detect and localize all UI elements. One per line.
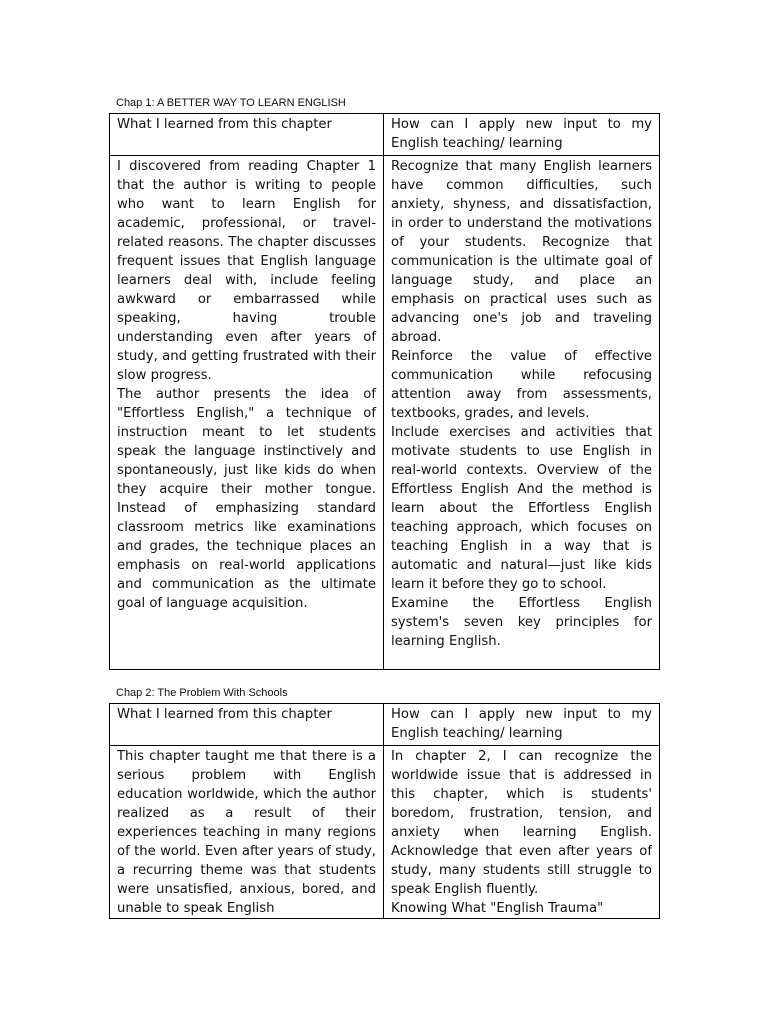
paragraph: Include exercises and activities that motivate students to use English in real-world contexts. Overview of the Effortless English And the method is learn about the Effortless English teaching approach, which focuses on teaching English in a way that is automatic and natural—just like kids learn it before they go to school. xyxy=(391,425,652,592)
table-row xyxy=(110,746,660,919)
chapter-1-caption: Chap 1: A BETTER WAY TO LEARN ENGLISH xyxy=(116,97,346,109)
apply-cell xyxy=(384,746,660,919)
apply-cell xyxy=(384,156,660,670)
paragraph: The author presents the idea of "Effortless English," a technique of instruction meant to let students speak the language instinctively and spontaneously, just like kids do when they acquire their mother tongue. Instead of emphasizing standard classroom metrics like examinations and grades, the technique places an emphasis on real-world applications and communication as the ultimate goal of language acquisition. xyxy=(117,387,376,611)
chapter-1-table xyxy=(109,113,660,670)
learned-cell xyxy=(110,746,384,919)
table-header-row xyxy=(110,704,660,746)
chapter-2-caption: Chap 2: The Problem With Schools xyxy=(116,687,288,699)
table-header-row xyxy=(110,114,660,156)
paragraph: Examine the Effortless English system's seven key principles for learning English. xyxy=(391,596,652,649)
column-header-apply: How can I apply new input to my English teaching/ learning xyxy=(384,114,660,156)
paragraph: In chapter 2, I can recognize the worldwide issue that is addressed in this chapter, which is students' boredom, frustration, tension, and anxiety when learning English. Acknowledge that even after years of study, many students still struggle to speak English fluently. xyxy=(391,749,652,897)
column-header-learned: What I learned from this chapter xyxy=(110,704,384,746)
paragraph: I discovered from reading Chapter 1 that the author is writing to people who want to learn English for academic, professional, or travel-related reasons. The chapter discusses frequent issues that English language learners deal with, include feeling awkward or embarrassed while speaking, having trouble understanding even after years of study, and getting frustrated with their slow progress. xyxy=(117,159,376,383)
chapter-2-table xyxy=(109,703,660,919)
paragraph: Knowing What "English Trauma" xyxy=(391,901,604,916)
paragraph: Recognize that many English learners have common difficulties, such anxiety, shyness, and dissatisfaction, in order to understand the motivations of your students. Recognize that communication is the ultimate goal of language study, and place an emphasis on practical uses such as advancing one's job and traveling abroad. xyxy=(391,159,652,345)
paragraph: Reinforce the value of effective communication while refocusing attention away from assessments, textbooks, grades, and levels. xyxy=(391,349,652,421)
paragraph: This chapter taught me that there is a serious problem with English education worldwide, which the author realized as a result of their experiences teaching in many regions of the world. Even after years of study, a recurring theme was that students were unsatisfied, anxious, bored, and unable to speak English xyxy=(117,749,376,916)
learned-cell xyxy=(110,156,384,670)
column-header-learned: What I learned from this chapter xyxy=(110,114,384,156)
table-row xyxy=(110,156,660,670)
column-header-apply: How can I apply new input to my English teaching/ learning xyxy=(384,704,660,746)
